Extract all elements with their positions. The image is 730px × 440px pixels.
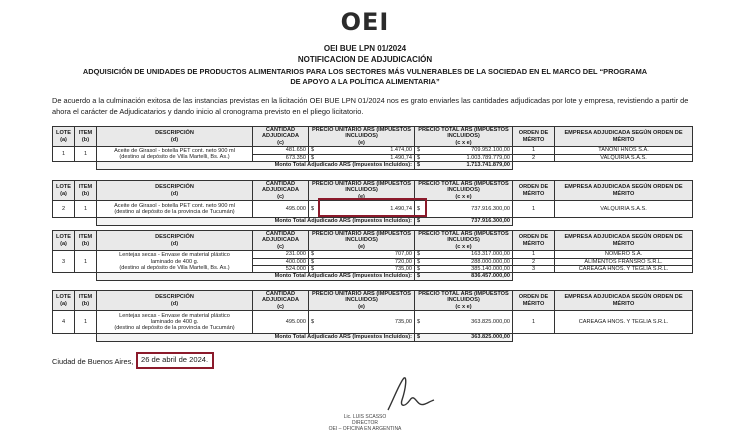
col-header-description-sub: (d)	[170, 240, 179, 247]
col-header-unit-price	[309, 231, 415, 251]
col-header-merit-order	[513, 291, 555, 311]
col-header-quantity	[253, 231, 309, 251]
col-header-total-price	[415, 231, 513, 251]
col-header-item-label: ITEM	[78, 294, 93, 301]
item-number: 1	[75, 311, 97, 334]
col-header-unit-price	[309, 127, 415, 147]
total-price-value: 385.140.000,00	[424, 266, 513, 273]
signer-name: Lic. LUIS SCASSO	[343, 414, 387, 420]
currency-symbol: $	[415, 334, 424, 341]
notice-title: NOTIFICACION DE ADJUDICACIÓN	[297, 55, 433, 64]
col-header-lote-sub: (a)	[60, 300, 67, 307]
product-description	[97, 251, 253, 273]
col-header-total-price-label: PRECIO TOTAL ARS (IMPUESTOS INCLUIDOS)	[418, 231, 509, 244]
col-header-description	[97, 231, 253, 251]
col-header-lote	[53, 127, 75, 147]
col-header-item-sub: (b)	[81, 240, 90, 247]
col-header-merit-order	[513, 127, 555, 147]
col-header-lote-label: LOTE	[56, 130, 71, 137]
total-price-value: 163.317.000,00	[424, 251, 513, 258]
col-header-merit-order-label: ORDEN DE MÉRITO	[518, 184, 549, 197]
date-highlight	[136, 352, 214, 369]
currency-symbol: $	[309, 147, 318, 155]
signature-mark	[380, 372, 440, 414]
highlight-unit-price	[318, 198, 427, 217]
subject-title	[0, 67, 730, 87]
col-header-total-price-label: PRECIO TOTAL ARS (IMPUESTOS INCLUIDOS)	[418, 127, 509, 140]
item-number: 1	[75, 251, 97, 273]
col-header-total-price	[415, 181, 513, 201]
quantity-value: 400.000	[253, 258, 309, 265]
col-header-item-label: ITEM	[78, 184, 93, 191]
description-line: (destino al depósito de la provincia de Tucumán)	[114, 209, 235, 216]
total-row-spacer	[513, 162, 693, 169]
col-header-merit-order	[513, 231, 555, 251]
col-header-unit-price	[309, 291, 415, 311]
total-price-value: 363.825.000,00	[424, 311, 513, 334]
header-row	[53, 127, 693, 147]
col-header-company	[555, 291, 693, 311]
description-line: (destino al depósito de Villa Martelli, Bs. As.)	[119, 265, 230, 272]
col-header-quantity-label: CANTIDAD ADJUDICADA	[262, 291, 299, 304]
col-header-item-sub: (b)	[81, 190, 90, 197]
header-row	[53, 231, 693, 251]
col-header-unit-price-sub: (e)	[358, 303, 365, 310]
company-name: VALQUIRIA S.A.S.	[555, 154, 693, 162]
currency-symbol: $	[415, 162, 424, 169]
col-header-total-price-label: PRECIO TOTAL ARS (IMPUESTOS INCLUIDOS)	[418, 291, 509, 304]
description-line: (destino al depósito de Villa Martelli, Bs. As.)	[119, 154, 230, 161]
issue-date: 26 de abril de 2024.	[141, 355, 209, 364]
col-header-item	[75, 291, 97, 311]
col-header-quantity-label: CANTIDAD ADJUDICADA	[262, 181, 299, 194]
col-header-lote-sub: (a)	[60, 190, 67, 197]
merit-order-value: 3	[513, 266, 555, 273]
lot-table	[52, 290, 693, 342]
currency-symbol: $	[415, 147, 424, 155]
col-header-lote-sub: (a)	[60, 240, 67, 247]
col-header-description	[97, 127, 253, 147]
col-header-quantity-sub: (c)	[277, 303, 284, 310]
col-header-unit-price-label: PRECIO UNITARIO ARS (IMPUESTOS INCLUIDOS)	[311, 181, 412, 194]
col-header-company-label: EMPRESA ADJUDICADA SEGÚN ORDEN DE MÉRITO	[564, 130, 683, 143]
col-header-total-price-sub: (c x e)	[455, 243, 472, 250]
signer-role: DIRECTOR	[351, 420, 379, 426]
description-line: Lentejas secas - Envase de material plástico	[119, 252, 230, 259]
quantity-value: 524.000	[253, 266, 309, 273]
currency-symbol: $	[309, 266, 318, 273]
lot-total-value: 363.825.000,00	[424, 334, 513, 341]
total-price-value: 709.952.100,00	[424, 147, 513, 155]
col-header-company-label: EMPRESA ADJUDICADA SEGÚN ORDEN DE MÉRITO	[564, 294, 683, 307]
currency-symbol: $	[415, 201, 424, 218]
company-name: VALQUIRIA S.A.S.	[555, 201, 693, 218]
col-header-merit-order	[513, 181, 555, 201]
col-header-lote	[53, 231, 75, 251]
description-line: Aceite de Girasol - botella PET cont. neto 900 ml	[114, 147, 235, 154]
subject-line-1: ADQUISICIÓN DE UNIDADES DE PRODUCTOS ALIMENTARIOS PARA LOS SECTORES MÁS VULNERABLES DE LA SOCIEDAD EN EL MARCO DEL “PROGRAMA	[82, 67, 648, 76]
col-header-unit-price-sub: (e)	[358, 193, 365, 200]
col-header-company-label: EMPRESA ADJUDICADA SEGÚN ORDEN DE MÉRITO	[564, 184, 683, 197]
col-header-item-sub: (b)	[81, 136, 90, 143]
lote-number: 4	[53, 311, 75, 334]
header-row	[53, 291, 693, 311]
col-header-unit-price-sub: (e)	[358, 243, 365, 250]
lote-number: 1	[53, 147, 75, 162]
col-header-description-sub: (d)	[170, 300, 179, 307]
merit-order-value: 1	[513, 201, 555, 218]
col-header-item-label: ITEM	[78, 130, 93, 137]
col-header-lote-label: LOTE	[56, 184, 71, 191]
col-header-quantity-label: CANTIDAD ADJUDICADA	[262, 127, 299, 140]
col-header-lote	[53, 181, 75, 201]
item-number: 1	[75, 201, 97, 218]
company-name: CAREAGA HNOS. Y TEGLIA S.R.L.	[555, 266, 693, 273]
total-row-spacer	[53, 218, 97, 225]
table-row	[53, 147, 693, 155]
subject-line-2: DE APOYO A LA POLÍTICA ALIMENTARIA”	[290, 77, 440, 86]
lote-number: 3	[53, 251, 75, 273]
col-header-quantity-sub: (c)	[277, 193, 284, 200]
currency-symbol: $	[415, 258, 424, 265]
unit-price-value: 735,00	[318, 266, 415, 273]
total-row-spacer	[53, 162, 97, 169]
description-line: Aceite de Girasol - botella PET cont. neto 900 ml	[114, 202, 235, 209]
col-header-description	[97, 181, 253, 201]
currency-symbol: $	[415, 251, 424, 258]
product-description	[97, 201, 253, 218]
unit-price-value: 735,00	[318, 311, 415, 334]
col-header-company	[555, 127, 693, 147]
col-header-merit-order-label: ORDEN DE MÉRITO	[518, 130, 549, 143]
col-header-description-label: DESCRIPCIÓN	[155, 130, 194, 137]
quantity-value: 673.350	[253, 154, 309, 162]
col-header-item	[75, 127, 97, 147]
total-label: Monto Total Adjudicado ARS (Impuestos Incluidos):	[97, 162, 415, 169]
col-header-merit-order-label: ORDEN DE MÉRITO	[518, 294, 549, 307]
total-label: Monto Total Adjudicado ARS (Impuestos Incluidos):	[97, 334, 415, 341]
signature-block	[0, 414, 730, 432]
signer-office: OEI – OFICINA EN ARGENTINA	[328, 426, 402, 432]
total-price-value: 1.003.789.779,00	[424, 154, 513, 162]
table-row	[53, 311, 693, 334]
col-header-company	[555, 181, 693, 201]
company-name: TANONI HNOS S.A.	[555, 147, 693, 155]
currency-symbol: $	[415, 154, 424, 162]
col-header-quantity-sub: (c)	[277, 243, 284, 250]
reference-number: OEI BUE LPN 01/2024	[323, 44, 407, 53]
col-header-quantity	[253, 291, 309, 311]
lot-table	[52, 230, 693, 281]
total-price-value: 737.916.300,00	[424, 201, 513, 218]
currency-symbol: $	[309, 154, 318, 162]
currency-symbol: $	[309, 251, 318, 258]
lote-number: 2	[53, 201, 75, 218]
unit-price-value: 1.474,00	[318, 147, 415, 155]
col-header-lote-sub: (a)	[60, 136, 67, 143]
col-header-lote-label: LOTE	[56, 294, 71, 301]
col-header-merit-order-label: ORDEN DE MÉRITO	[518, 234, 549, 247]
merit-order-value: 1	[513, 311, 555, 334]
total-row-spacer	[53, 334, 97, 341]
currency-symbol: $	[309, 201, 318, 218]
col-header-unit-price-label: PRECIO UNITARIO ARS (IMPUESTOS INCLUIDOS)	[311, 291, 412, 304]
currency-symbol: $	[309, 258, 318, 265]
col-header-description-label: DESCRIPCIÓN	[155, 234, 194, 241]
col-header-description	[97, 291, 253, 311]
col-header-description-sub: (d)	[170, 136, 179, 143]
col-header-total-price-label: PRECIO TOTAL ARS (IMPUESTOS INCLUIDOS)	[418, 181, 509, 194]
currency-symbol: $	[415, 218, 424, 225]
unit-price-value: 1.490,74	[318, 154, 415, 162]
table-row	[53, 251, 693, 258]
description-line: laminado de 400 g.	[150, 258, 199, 265]
lot-total-value: 1.713.741.879,00	[424, 162, 513, 169]
col-header-total-price-sub: (c x e)	[455, 193, 472, 200]
company-name: NOMERO S.A.	[555, 251, 693, 258]
lot-table	[52, 126, 693, 170]
col-header-item-sub: (b)	[81, 300, 90, 307]
col-header-total-price-sub: (c x e)	[455, 139, 472, 146]
col-header-description-label: DESCRIPCIÓN	[155, 184, 194, 191]
currency-symbol: $	[309, 311, 318, 334]
quantity-value: 495.000	[253, 311, 309, 334]
col-header-unit-price-label: PRECIO UNITARIO ARS (IMPUESTOS INCLUIDOS)	[311, 231, 412, 244]
col-header-unit-price-label: PRECIO UNITARIO ARS (IMPUESTOS INCLUIDOS)	[311, 127, 412, 140]
intro-paragraph: De acuerdo a la culminación exitosa de las instancias previstas en la licitación OEI BUE LPN 01/2024 nos es grato enviarles las cantidades adjudicadas por lote y empresa, revistiendo a partir de ahora el carácter de Adjudicatarios y dando inicio al cronograma previsto en el pliego licitatorio.	[52, 96, 689, 116]
quantity-value: 481.650	[253, 147, 309, 155]
col-header-lote	[53, 291, 75, 311]
product-description	[97, 147, 253, 162]
lot-total-value: 737.916.300,00	[424, 218, 513, 225]
col-header-unit-price-sub: (e)	[358, 139, 365, 146]
company-name: ALIMENTOS FRANSRO S.R.L.	[555, 258, 693, 265]
total-row	[53, 334, 693, 341]
total-row	[53, 162, 693, 169]
col-header-quantity	[253, 181, 309, 201]
description-line: Lentejas secas - Envase de material plástico	[119, 312, 230, 319]
quantity-value: 231.000	[253, 251, 309, 258]
unit-price-value: 1.490,74	[318, 201, 415, 218]
company-name: CAREAGA HNOS. Y TEGLIA S.R.L.	[555, 311, 693, 334]
col-header-total-price	[415, 127, 513, 147]
total-row-spacer	[513, 334, 693, 341]
col-header-quantity	[253, 127, 309, 147]
description-line: (destino al depósito de la provincia de Tucumán)	[114, 325, 235, 332]
total-row-spacer	[513, 218, 693, 225]
description-line: laminado de 400 g.	[150, 319, 199, 326]
col-header-description-label: DESCRIPCIÓN	[155, 294, 194, 301]
currency-symbol: $	[415, 273, 424, 280]
merit-order-value: 2	[513, 258, 555, 265]
col-header-lote-label: LOTE	[56, 234, 71, 241]
total-row	[53, 273, 693, 280]
total-price-value: 288.000.000,00	[424, 258, 513, 265]
city-label: Ciudad de Buenos Aires,	[52, 357, 134, 366]
oei-logo: OEI	[340, 8, 390, 36]
col-header-company	[555, 231, 693, 251]
unit-price-value: 707,00	[318, 251, 415, 258]
currency-symbol: $	[415, 311, 424, 334]
product-description	[97, 311, 253, 334]
total-row-spacer	[53, 273, 97, 280]
merit-order-value: 1	[513, 251, 555, 258]
col-header-item	[75, 181, 97, 201]
col-header-item-label: ITEM	[78, 234, 93, 241]
col-header-total-price-sub: (c x e)	[455, 303, 472, 310]
total-row-spacer	[513, 273, 693, 280]
quantity-value: 495.000	[253, 201, 309, 218]
col-header-quantity-sub: (c)	[277, 139, 284, 146]
currency-symbol: $	[415, 266, 424, 273]
item-number: 1	[75, 147, 97, 162]
col-header-total-price	[415, 291, 513, 311]
col-header-item	[75, 231, 97, 251]
total-label: Monto Total Adjudicado ARS (Impuestos Incluidos):	[97, 273, 415, 280]
col-header-company-label: EMPRESA ADJUDICADA SEGÚN ORDEN DE MÉRITO	[564, 234, 683, 247]
merit-order-value: 2	[513, 154, 555, 162]
lot-total-value: 836.457.000,00	[424, 273, 513, 280]
col-header-quantity-label: CANTIDAD ADJUDICADA	[262, 231, 299, 244]
merit-order-value: 1	[513, 147, 555, 155]
total-row	[53, 218, 693, 225]
col-header-description-sub: (d)	[170, 190, 179, 197]
unit-price-value: 720,00	[318, 258, 415, 265]
total-label: Monto Total Adjudicado ARS (Impuestos Incluidos):	[97, 218, 415, 225]
